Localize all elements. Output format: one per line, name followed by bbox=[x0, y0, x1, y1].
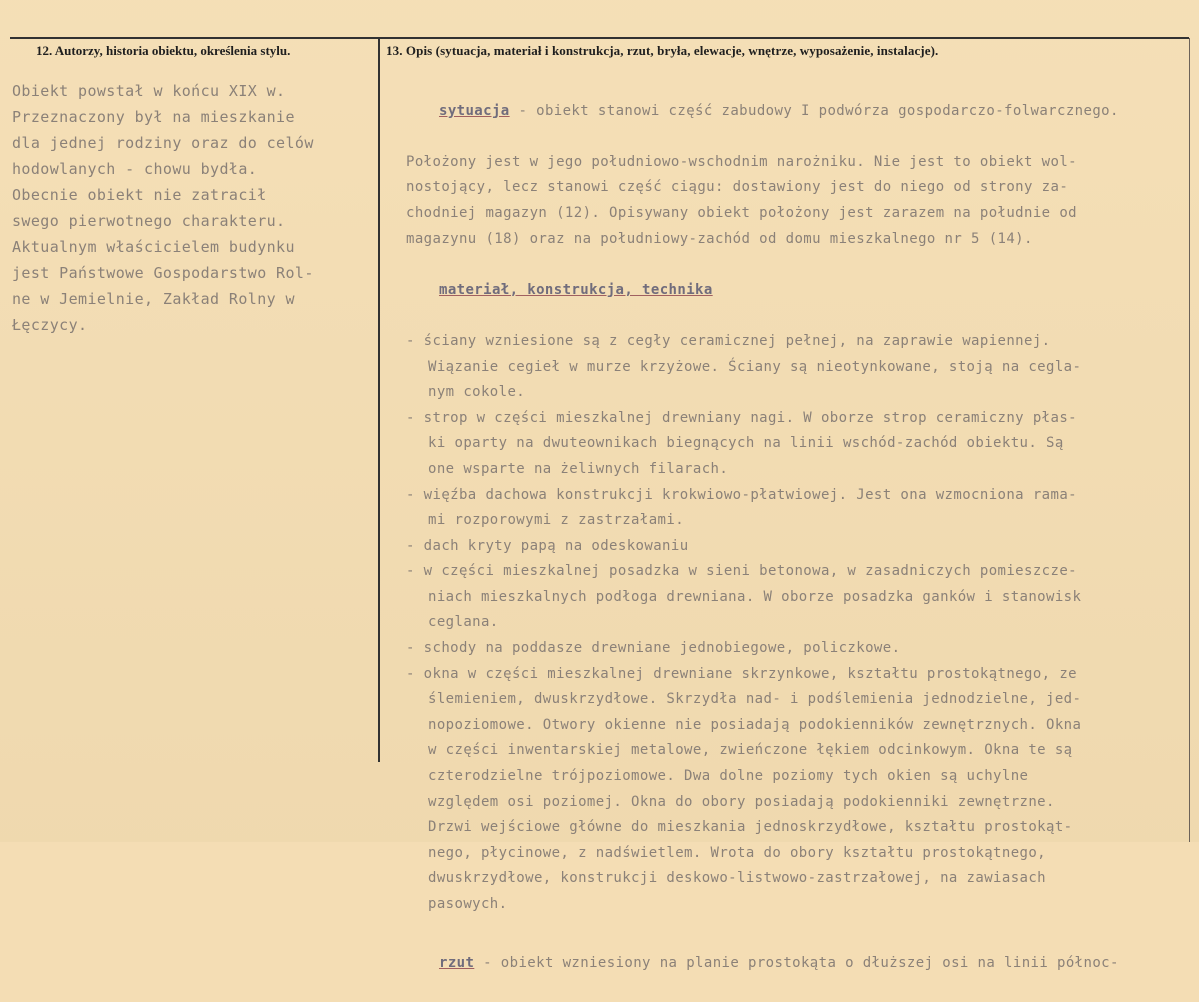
left-line: Przeznaczony był na mieszkanie bbox=[12, 108, 295, 126]
right-line: Drzwi wejściowe główne do mieszkania jednoskrzydłowe, kształtu prostokąt- bbox=[428, 819, 1073, 836]
right-line: - strop w części mieszkalnej drewniany nagi. W oborze strop ceramiczny płas- bbox=[406, 409, 1077, 426]
right-line-text: - obiekt stanowi część zabudowy I podwórza gospodarczo-folwarcznego. bbox=[509, 102, 1119, 119]
right-line: mi rozporowymi z zastrzałami. bbox=[428, 512, 685, 529]
right-section-heading: 13. Opis (sytuacja, materiał i konstrukcja, rzut, bryła, elewacje, wnętrze, wyposażenie, instalacje). bbox=[386, 43, 939, 58]
right-line: - ściany wzniesione są z cegły ceramicznej pełnej, na zaprawie wapiennej. bbox=[406, 332, 1051, 349]
left-line: swego pierwotnego charakteru. bbox=[12, 212, 286, 230]
left-column bbox=[12, 78, 367, 338]
left-section-heading: 12. Autorzy, historia obiektu, określenia stylu. bbox=[36, 43, 291, 58]
right-line bbox=[386, 73, 1186, 150]
right-line bbox=[386, 926, 1186, 1002]
right-line: Wiązanie cegieł w murze krzyżowe. Ściany są nieotynkowane, stoją na cegla- bbox=[428, 358, 1082, 375]
right-line: nym cokole. bbox=[428, 384, 526, 401]
right-line: - dach kryty papą na odeskowaniu bbox=[406, 537, 689, 554]
right-line: pasowych. bbox=[428, 896, 508, 912]
right-line: - w części mieszkalnej posadzka w sieni betonowa, w zasadniczych pomieszcze- bbox=[406, 563, 1077, 580]
right-line: chodniej magazyn (12). Opisywany obiekt położony jest zarazem na południe od bbox=[406, 204, 1077, 221]
right-line: magazynu (18) oraz na południowy-zachód od domu mieszkalnego nr 5 (14). bbox=[406, 230, 1033, 247]
right-line: względem osi poziomej. Okna do obory posiadają podokienniki zewnętrzne. bbox=[428, 793, 1055, 810]
right-line: dwuskrzydłowe, konstrukcji deskowo-listwowo-zastrzałowej, na zawiasach bbox=[428, 870, 1047, 887]
right-line: w części inwentarskiej metalowe, zwieńczone łękiem odcinkowym. Okna te są bbox=[428, 742, 1073, 759]
right-line: czterodzielne trójpoziomowe. Dwa dolne poziomy tych okien są uchylne bbox=[428, 768, 1029, 785]
left-line: Obecnie obiekt nie zatracił bbox=[12, 186, 267, 204]
section-label: materiał, konstrukcja, technika bbox=[438, 281, 713, 298]
right-line: nopoziomowe. Otwory okienne nie posiadają podokienników zewnętrznych. Okna bbox=[428, 716, 1082, 733]
right-line: ki oparty na dwuteownikach biegnących na linii wschód-zachód obiektu. Są bbox=[428, 435, 1064, 452]
right-line: Położony jest w jego południowo-wschodnim narożniku. Nie jest to obiekt wol- bbox=[406, 153, 1077, 170]
left-line: Obiekt powstał w końcu XIX w. bbox=[12, 82, 286, 100]
section-label: rzut bbox=[438, 955, 475, 972]
right-line: ceglana. bbox=[428, 614, 499, 631]
right-border bbox=[1189, 38, 1190, 842]
right-line bbox=[386, 252, 1186, 329]
left-line: Łęczycy. bbox=[12, 316, 88, 334]
left-line: ne w Jemielnie, Zakład Rolny w bbox=[12, 290, 295, 308]
left-line: jest Państwowe Gospodarstwo Rol- bbox=[12, 264, 314, 282]
left-line: Aktualnym właścicielem budynku bbox=[12, 238, 295, 256]
right-column bbox=[386, 73, 1186, 1002]
right-line: nostojący, lecz stanowi część ciągu: dostawiony jest do niego od strony za- bbox=[406, 179, 1069, 196]
right-line-text: - obiekt wzniesiony na planie prostokąta o dłuższej osi na linii północ- bbox=[474, 955, 1119, 972]
right-line: - schody na poddasze drewniane jednobiegowe, policzkowe. bbox=[406, 640, 901, 657]
right-line: - okna w części mieszkalnej drewniane skrzynkowe, kształtu prostokątnego, ze bbox=[406, 665, 1077, 682]
right-line: nego, płycinowe, z nadświetlem. Wrota do obory kształtu prostokątnego, bbox=[428, 844, 1047, 861]
right-line: ślemieniem, dwuskrzydłowe. Skrzydła nad- i podślemienia jednodzielne, jed- bbox=[428, 691, 1082, 708]
top-divider bbox=[10, 37, 1189, 39]
section-label: sytuacja bbox=[438, 102, 510, 119]
right-line: - więźba dachowa konstrukcji krokwiowo-płatwiowej. Jest ona wzmocniona rama- bbox=[406, 486, 1077, 503]
column-divider bbox=[378, 38, 380, 762]
left-line: dla jednej rodziny oraz do celów bbox=[12, 134, 314, 152]
right-line: one wsparte na żeliwnych filarach. bbox=[428, 460, 729, 477]
right-line: niach mieszkalnych podłoga drewniana. W oborze posadzka ganków i stanowisk bbox=[428, 588, 1082, 605]
left-line: hodowlanych - chowu bydła. bbox=[12, 160, 258, 178]
